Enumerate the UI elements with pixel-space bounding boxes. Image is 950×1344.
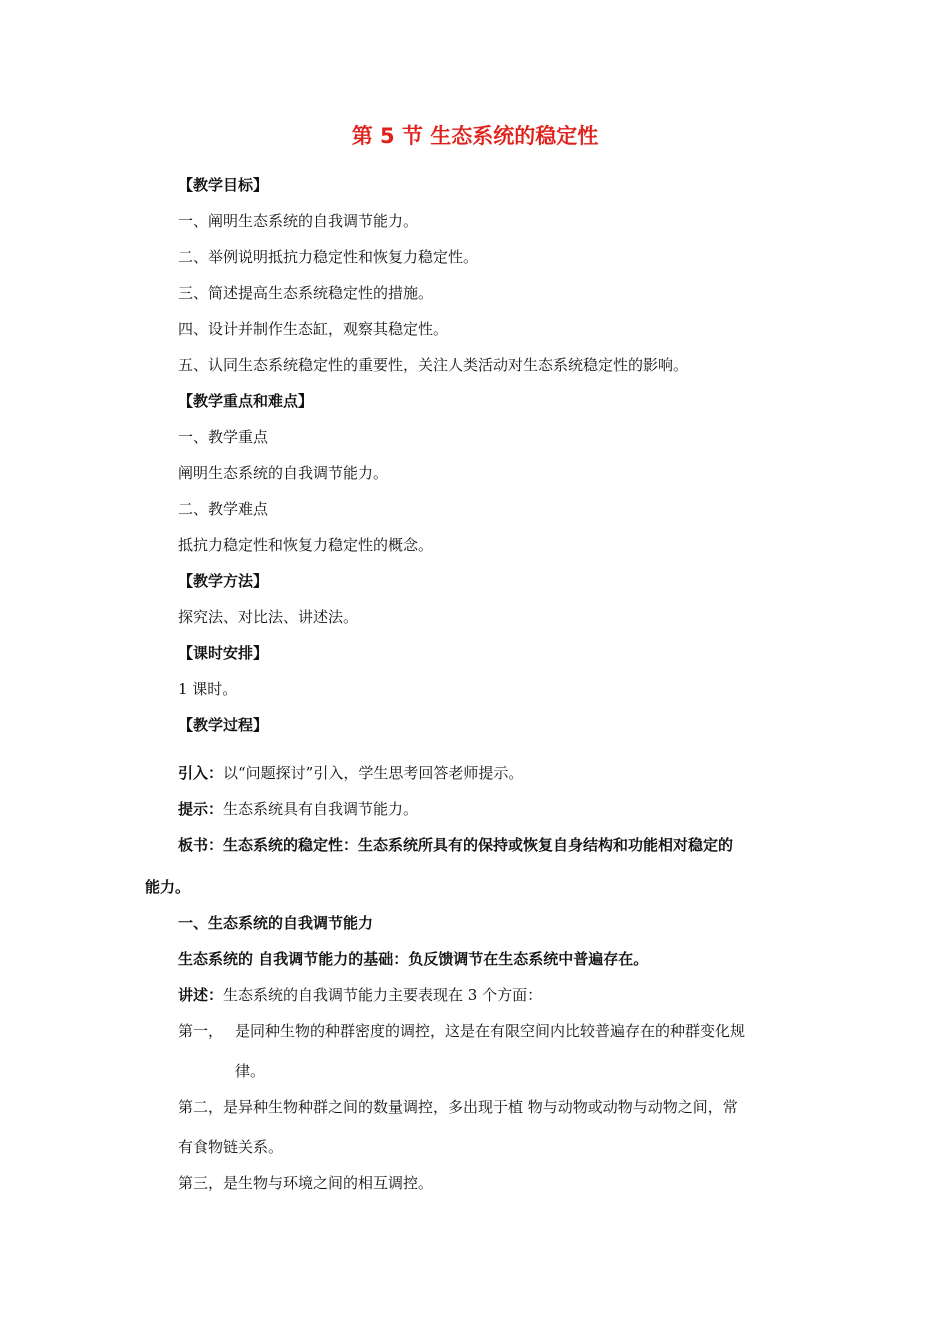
key-point-text: 阐明生态系统的自我调节能力。 xyxy=(178,464,389,482)
methods-text: 探究法、对比法、讲述法。 xyxy=(178,608,359,626)
methods-heading: 【教学方法】 xyxy=(178,572,269,590)
aspect-first-line: 律。 xyxy=(235,1062,266,1080)
lecture-label: 讲述： xyxy=(178,986,224,1004)
objective-item: 一、阐明生态系统的自我调节能力。 xyxy=(178,212,419,230)
section-subheading: 一、生态系统的自我调节能力 xyxy=(178,914,374,932)
hint-paragraph xyxy=(178,798,418,820)
schedule-heading: 【课时安排】 xyxy=(178,644,269,662)
hint-text: 生态系统具有自我调节能力。 xyxy=(223,800,419,818)
page-title: 第 5 节 生态系统的稳定性 xyxy=(351,124,599,148)
aspect-first-line: 是同种生物的种群密度的调控，这是在有限空间内比较普遍存在的种群变化规 xyxy=(235,1022,746,1040)
objective-item: 四、设计并制作生态缸，观察其稳定性。 xyxy=(178,320,449,338)
key-points-heading: 【教学重点和难点】 xyxy=(178,392,314,410)
lecture-text: 生态系统的自我调节能力主要表现在 3 个方面： xyxy=(223,986,543,1004)
intro-paragraph xyxy=(178,762,523,784)
key-point-label: 一、教学重点 xyxy=(178,428,269,446)
objective-item: 五、认同生态系统稳定性的重要性，关注人类活动对生态系统稳定性的影响。 xyxy=(178,356,689,374)
difficult-point-text: 抵抗力稳定性和恢复力稳定性的概念。 xyxy=(178,536,434,554)
objectives-heading: 【教学目标】 xyxy=(178,176,269,194)
aspect-second-line: 有食物链关系。 xyxy=(178,1138,284,1156)
objective-item: 二、举例说明抵抗力稳定性和恢复力稳定性。 xyxy=(178,248,479,266)
intro-label: 引入： xyxy=(178,764,224,782)
difficult-point-label: 二、教学难点 xyxy=(178,500,269,518)
regulation-basis: 生态系统的 自我调节能力的基础：负反馈调节在生态系统中普遍存在。 xyxy=(178,950,649,968)
lecture-paragraph xyxy=(178,984,542,1006)
objective-item: 三、简述提高生态系统稳定性的措施。 xyxy=(178,284,434,302)
aspect-first-label: 第一， xyxy=(178,1022,224,1040)
schedule-text: 1 课时。 xyxy=(178,680,238,698)
aspect-second-line: 第二，是异种生物种群之间的数量调控，多出现于植 物与动物或动物与动物之间，常 xyxy=(178,1098,738,1116)
board-text-line: 能力。 xyxy=(145,878,191,896)
aspect-third-line: 第三，是生物与环境之间的相互调控。 xyxy=(178,1174,434,1192)
process-heading: 【教学过程】 xyxy=(178,716,269,734)
hint-label: 提示： xyxy=(178,800,224,818)
intro-text: 以“问题探讨”引入，学生思考回答老师提示。 xyxy=(223,764,524,782)
board-text-line: 板书：生态系统的稳定性：生态系统所具有的保持或恢复自身结构和功能相对稳定的 xyxy=(178,836,734,854)
